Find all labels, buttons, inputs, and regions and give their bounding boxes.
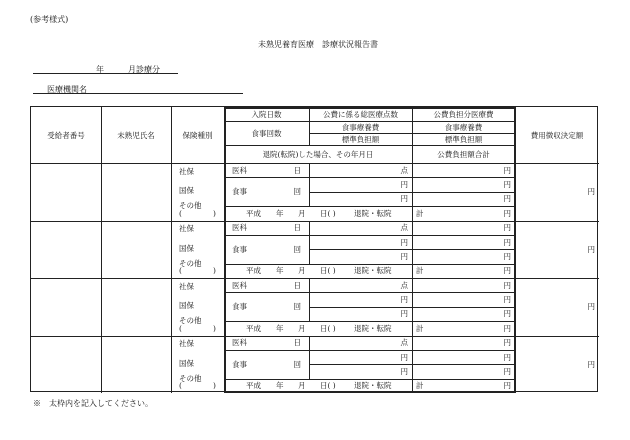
yen-unit: 円 (503, 280, 511, 290)
insurance-shaho: 社保 (179, 166, 194, 176)
heisei-label: 平成 (246, 323, 261, 333)
meal-label: 食事 (232, 302, 247, 312)
month-label: 月 (298, 381, 306, 391)
medical-label: 医科 (232, 338, 247, 348)
public-total-header: 公費負担額合計 (437, 149, 490, 159)
period-month: 月診療分 (128, 65, 160, 74)
insurance-shaho: 社保 (179, 281, 194, 291)
insurance-other: その他 (179, 316, 202, 326)
meal-count-header: 食事回数 (251, 128, 282, 138)
yen-unit: 円 (400, 251, 408, 261)
yen-unit: 円 (503, 208, 511, 218)
report-table (30, 106, 598, 392)
yen-unit: 円 (503, 165, 511, 175)
total-label: 計 (416, 208, 424, 218)
std-burden-header: 標準負担額 (341, 134, 380, 144)
institution-underline (33, 93, 243, 94)
insurance-other: その他 (179, 258, 202, 268)
insurance-shaho: 社保 (179, 224, 194, 234)
insurance-paren-close: ) (213, 208, 216, 218)
period-underline (33, 73, 178, 74)
total-label: 計 (416, 323, 424, 333)
yen-unit: 円 (503, 323, 511, 333)
insurance-paren-close: ) (213, 381, 216, 391)
insurance-paren-open: ( (179, 381, 182, 391)
yen-unit: 円 (400, 295, 408, 305)
institution-label: 医療機関名 (47, 85, 87, 94)
day-paren-label: 日( ) (320, 381, 336, 391)
insurance-shaho: 社保 (179, 339, 194, 349)
year-label: 年 (276, 323, 284, 333)
yen-unit: 円 (503, 381, 511, 391)
col-recipient-header: 受給者番号 (47, 130, 85, 140)
times-unit: 回 (293, 302, 301, 312)
yen-unit: 円 (400, 366, 408, 376)
day-paren-label: 日( ) (320, 266, 336, 276)
insurance-kokuho: 国保 (179, 186, 194, 196)
yen-unit: 円 (400, 309, 408, 319)
yen-unit: 円 (503, 295, 511, 305)
discharge-header: 退院(転院)した場合、その年月日 (262, 149, 374, 159)
fee-yen-unit: 円 (587, 187, 595, 197)
yen-unit: 円 (503, 352, 511, 362)
total-points-header: 公費に係る総医療点数 (323, 109, 398, 119)
day-unit: 日 (293, 165, 301, 175)
day-paren-label: 日( ) (320, 323, 336, 333)
point-unit: 点 (400, 223, 408, 233)
year-label: 年 (276, 266, 284, 276)
insurance-paren-open: ( (179, 266, 182, 276)
times-unit: 回 (293, 244, 301, 254)
yen-unit: 円 (503, 309, 511, 319)
yen-unit: 円 (400, 352, 408, 362)
fee-yen-unit: 円 (587, 244, 595, 254)
insurance-paren-close: ) (213, 266, 216, 276)
period-year: 年 (96, 65, 104, 74)
insurance-kokuho: 国保 (179, 358, 194, 368)
yen-unit: 円 (503, 338, 511, 348)
discharge-label: 退院・転院 (354, 266, 392, 276)
medical-label: 医科 (232, 280, 247, 290)
inpatient-days-header: 入院日数 (251, 109, 282, 119)
yen-unit: 円 (400, 237, 408, 247)
insurance-other: その他 (179, 373, 202, 383)
yen-unit: 円 (503, 194, 511, 204)
public-medical-header: 公費負担分医療費 (433, 109, 494, 119)
heisei-label: 平成 (246, 208, 261, 218)
discharge-label: 退院・転院 (354, 208, 392, 218)
month-label: 月 (298, 266, 306, 276)
day-paren-label: 日( ) (320, 208, 336, 218)
total-label: 計 (416, 266, 424, 276)
ref-form-label: (参考様式) (30, 15, 69, 24)
month-label: 月 (298, 208, 306, 218)
insurance-paren-open: ( (179, 208, 182, 218)
day-unit: 日 (293, 223, 301, 233)
day-unit: 日 (293, 280, 301, 290)
yen-unit: 円 (503, 266, 511, 276)
year-label: 年 (276, 381, 284, 391)
medical-label: 医科 (232, 165, 247, 175)
yen-unit: 円 (503, 180, 511, 190)
page-title: 未熟児養育医療 診療状況報告書 (258, 40, 378, 49)
col-insurance-header: 保険種別 (182, 130, 213, 140)
discharge-label: 退院・転院 (354, 323, 392, 333)
insurance-kokuho: 国保 (179, 243, 194, 253)
heisei-label: 平成 (246, 381, 261, 391)
yen-unit: 円 (503, 223, 511, 233)
total-label: 計 (416, 381, 424, 391)
col-fee-header: 費用徴収決定額 (530, 130, 584, 140)
insurance-paren-open: ( (179, 323, 182, 333)
medical-label: 医科 (232, 223, 247, 233)
insurance-kokuho: 国保 (179, 301, 194, 311)
times-unit: 回 (293, 187, 301, 197)
yen-unit: 円 (503, 366, 511, 376)
public-meal-header: 食事療養費 (444, 122, 483, 132)
heisei-label: 平成 (246, 266, 261, 276)
insurance-paren-close: ) (213, 323, 216, 333)
year-label: 年 (276, 208, 284, 218)
meal-label: 食事 (232, 244, 247, 254)
point-unit: 点 (400, 338, 408, 348)
fee-yen-unit: 円 (587, 302, 595, 312)
times-unit: 回 (293, 359, 301, 369)
yen-unit: 円 (400, 194, 408, 204)
discharge-label: 退院・転院 (354, 381, 392, 391)
col-child-name-header: 未熟児氏名 (117, 130, 155, 140)
day-unit: 日 (293, 338, 301, 348)
point-unit: 点 (400, 280, 408, 290)
yen-unit: 円 (503, 237, 511, 247)
month-label: 月 (298, 323, 306, 333)
yen-unit: 円 (400, 180, 408, 190)
footer-note: ※ 太枠内を記入してください。 (33, 399, 153, 408)
meal-cost-header: 食事療養費 (341, 122, 380, 132)
meal-label: 食事 (232, 187, 247, 197)
point-unit: 点 (400, 165, 408, 175)
fee-yen-unit: 円 (587, 359, 595, 369)
yen-unit: 円 (503, 251, 511, 261)
insurance-other: その他 (179, 201, 202, 211)
public-std-header: 標準負担額 (444, 134, 483, 144)
meal-label: 食事 (232, 359, 247, 369)
